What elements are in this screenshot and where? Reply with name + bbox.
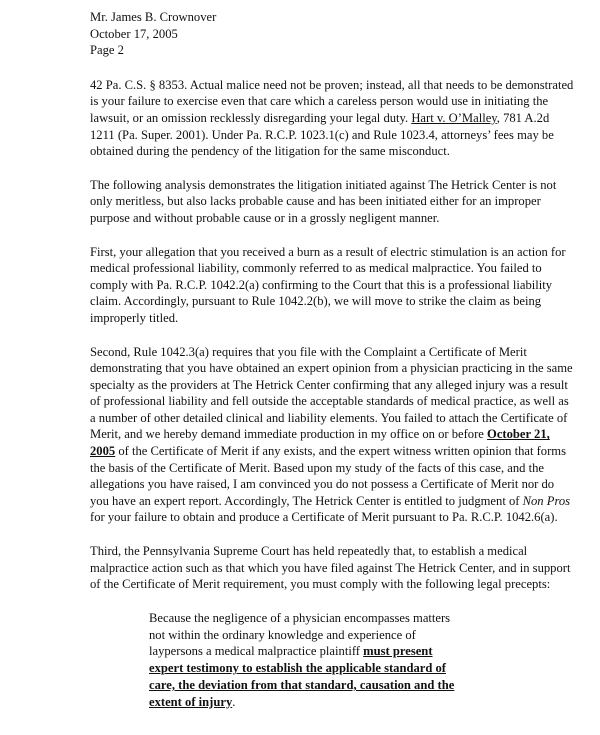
production-deadline: October 21, 2005 [90, 427, 550, 459]
letter-date: October 17, 2005 [90, 26, 178, 41]
paragraph-third-point: Third, the Pennsylvania Supreme Court has held repeatedly that, to establish a medical malpractice action such as that which you have filed against The Hetrick Center, and in support of the Certificate of Merit requirement, you must comply with the following legal precepts: [90, 544, 571, 592]
statute-text: 42 Pa. C.S. § 8353. Actual malice need not be proven; instead, all that needs to be demonstrated is your failure to exercise even that care which a careless person would use in initiating the lawsuit, or an omission recklessly disregarding your legal duty. [90, 77, 574, 125]
second-point-text-end: for your failure to obtain and produce a Certificate of Merit pursuant to Pa. R.C.P. 1042.6(a). [90, 510, 558, 525]
page-number: Page 2 [90, 43, 124, 58]
non-pros-term: Non Pros [522, 493, 571, 508]
quote-text: Because the negligence of a physician encompasses matters not within the ordinary knowledge and experience of laypersons a medical malpractice plaintiff [149, 610, 451, 659]
second-point-text: Second, Rule 1042.3(a) requires that you file with the Complaint a Certificate of Merit demonstrating that you have obtained an expert opinion from a physician practicing in the same specialty as the providers at The Hetrick Center confirming that any alleged injury was a result of professional liability and fell outside the acceptable standards of medical practice, as well as a number of other detailed clinical and liability elements. You failed to attach the Certificate of Merit, and we hereby demand immediate production in my office on or before [90, 344, 573, 442]
quote-emphasis: must present expert testimony to establish the applicable standard of care, the deviation from that standard, causation and the extent of injury [149, 644, 455, 709]
paragraph-analysis-intro: The following analysis demonstrates the litigation initiated against The Hetrick Center is not only meritless, but also lacks probable cause and has been initiated either for an improper purpose and without probable cause or in a grossly negligent manner. [90, 177, 557, 225]
statute-text-continued: , 781 A.2d 1211 (Pa. Super. 2001). Under Pa. R.C.P. 1023.1(c) and Rule 1023.4, attorneys’ fees may be obtained during the pendency of the litigation for the same misconduct. [90, 110, 554, 159]
legal-precept-quote [149, 610, 467, 711]
recipient-name: Mr. James B. Crownover [90, 10, 217, 24]
paragraph-second-point [90, 344, 574, 527]
quote-text-end: . [232, 694, 236, 709]
second-point-text-continued: of the Certificate of Merit if any exists, and the expert witness written opinion that forms the basis of the Certificate of Merit. Based upon my study of the facts of this case, and the allegations you have raised, I am convinced you do not possess a Certificate of Merit nor do you have an expert report. Accordingly, The Hetrick Center is entitled to judgment of [90, 444, 566, 508]
paragraph-statute [90, 77, 574, 160]
case-citation: Hart v. O’Malley [411, 110, 497, 125]
paragraph-first-point: First, your allegation that you received a burn as a result of electric stimulation is an action for medical professional liability, commonly referred to as medical malpractice. You failed to comply with Pa. R.C.P. 1042.2(a) confirming to the Court that this is a professional liability claim. Accordingly, pursuant to Rule 1042.2(b), we will move to strike the claim as being improperly titled. [90, 244, 566, 325]
letter-header [90, 9, 574, 59]
